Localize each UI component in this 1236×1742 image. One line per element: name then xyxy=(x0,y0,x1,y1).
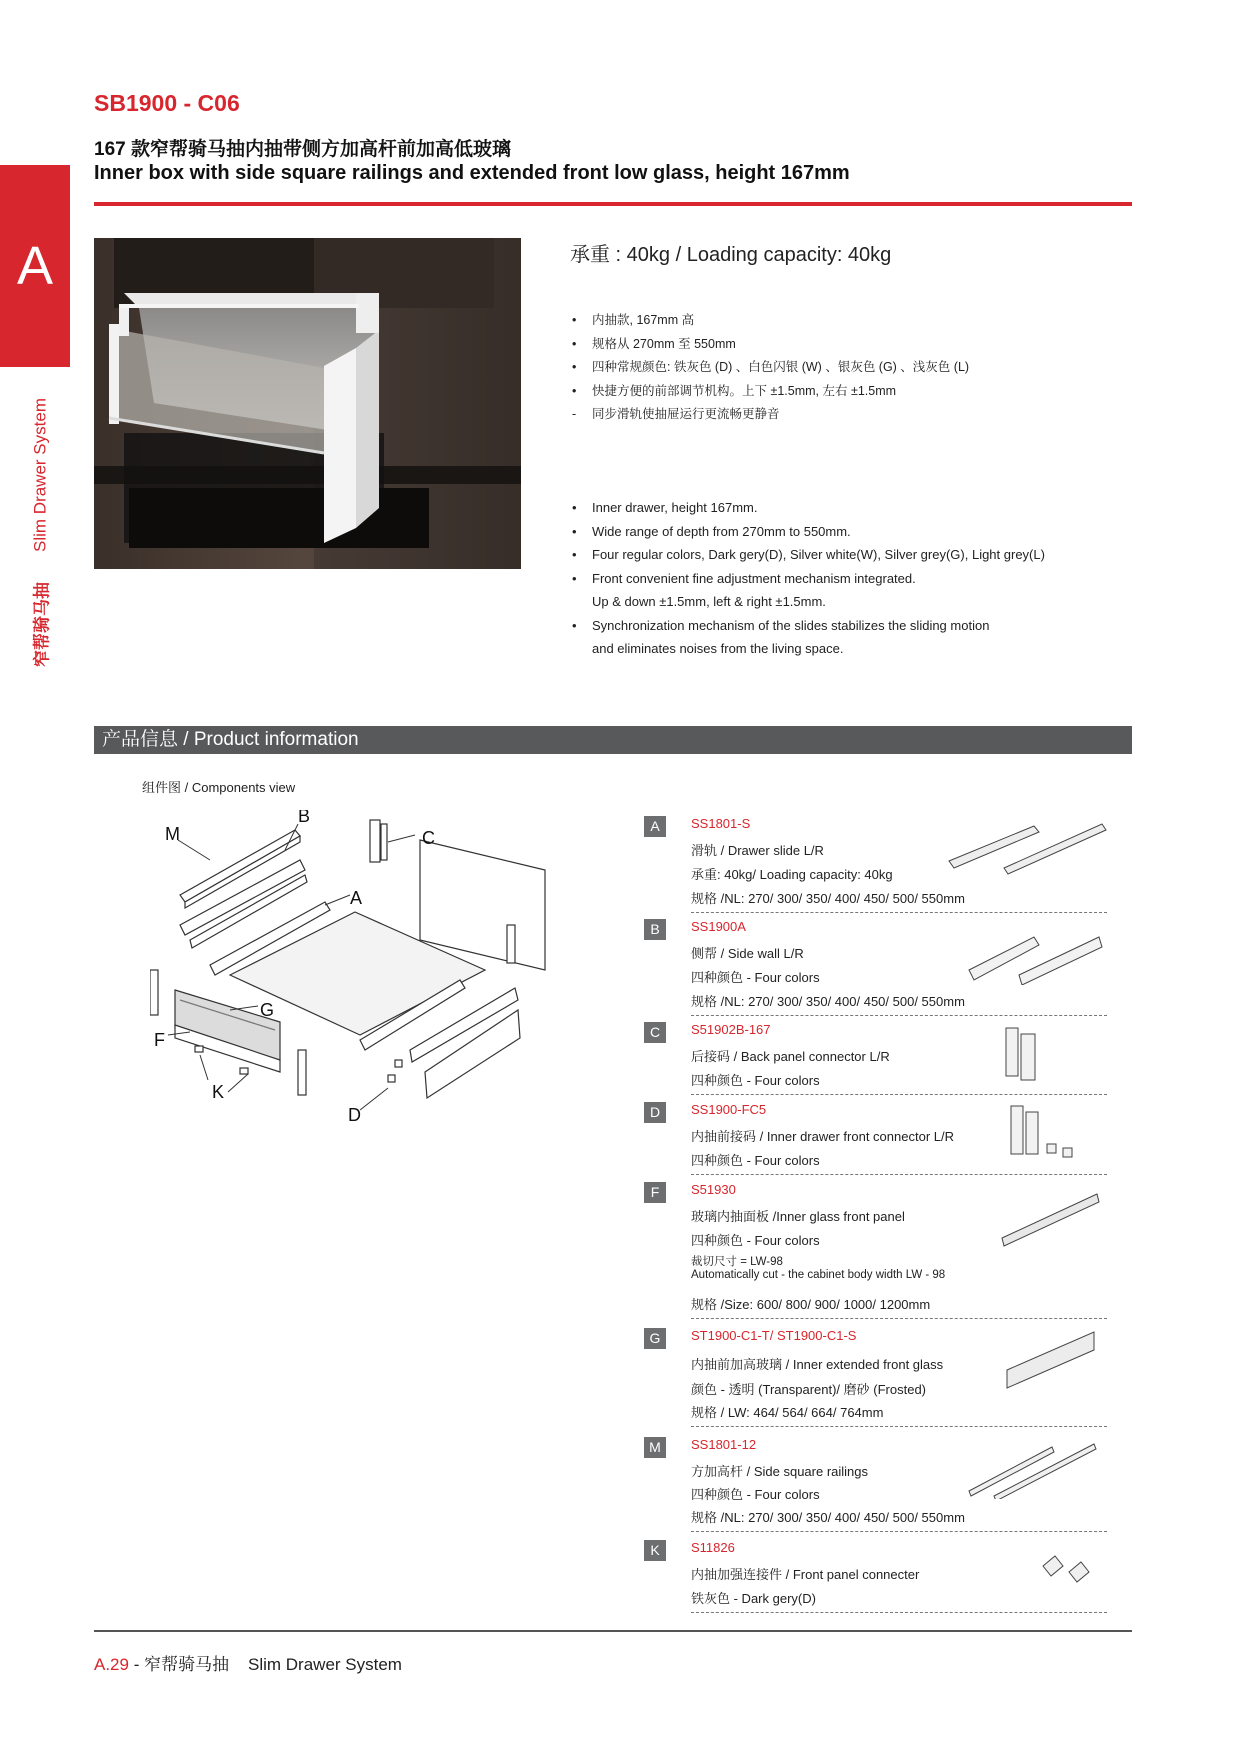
feature-zh-item: • 规格从 270mm 至 550mm xyxy=(570,333,969,357)
component-line: 侧帮 / Side wall L/R xyxy=(691,946,804,961)
component-line: 规格 /NL: 270/ 300/ 350/ 400/ 450/ 500/ 550mm xyxy=(691,891,965,906)
title-rule xyxy=(94,202,1132,206)
front-connector-illustration xyxy=(1009,1102,1094,1168)
component-line: 裁切尺寸 = LW-98 xyxy=(691,1256,783,1268)
diagram-part-k xyxy=(240,1068,248,1074)
back-connector-illustration xyxy=(1004,1026,1044,1086)
component-line: 四种颜色 - Four colors xyxy=(691,1073,820,1088)
component-separator xyxy=(691,1531,1107,1532)
title-zh: 167 款窄帮骑马抽内抽带侧方加高杆前加高低玻璃 xyxy=(94,139,511,160)
feature-zh-item: - 同步滑轨使抽屉运行更流畅更静音 xyxy=(570,403,969,427)
drawer-slide-illustration xyxy=(944,816,1109,876)
footer-zh: 窄帮骑马抽 xyxy=(144,1655,230,1674)
component-code: ST1900-C1-T/ ST1900-C1-S xyxy=(691,1328,857,1343)
component-line: 四种颜色 - Four colors xyxy=(691,1233,820,1248)
footer-en: Slim Drawer System xyxy=(248,1655,402,1674)
product-photo xyxy=(94,238,521,569)
feature-zh-item: • 内抽款, 167mm 高 xyxy=(570,309,969,333)
product-info-bar: 产品信息 / Product information xyxy=(94,726,1132,754)
component-letter-badge: A xyxy=(644,816,666,837)
front-panel-connecter-illustration xyxy=(1039,1552,1099,1588)
footer: A.29 - 窄帮骑马抽 Slim Drawer System xyxy=(94,1655,402,1674)
component-line: 内抽前加高玻璃 / Inner extended front glass xyxy=(691,1357,944,1372)
component-line: 规格 /NL: 270/ 300/ 350/ 400/ 450/ 500/ 550mm xyxy=(691,994,965,1009)
diagram-part-k xyxy=(195,1046,203,1052)
side-wall-illustration xyxy=(964,925,1104,985)
feature-en-item: • Inner drawer, height 167mm. xyxy=(570,496,1045,520)
component-letter-badge: G xyxy=(644,1328,666,1349)
diagram-label: G xyxy=(260,1000,275,1020)
diagram-label: F xyxy=(154,1030,165,1050)
component-line: Automatically cut - the cabinet body width LW - 98 xyxy=(691,1269,946,1281)
component-line: 颜色 - 透明 (Transparent)/ 磨砂 (Frosted) xyxy=(691,1382,926,1397)
component-letter-badge: C xyxy=(644,1022,666,1043)
component-separator xyxy=(691,912,1107,913)
diagram-leader-a xyxy=(325,895,350,905)
component-line: 玻璃内抽面板 /Inner glass front panel xyxy=(691,1209,905,1224)
feature-en-item: Up & down ±1.5mm, left & right ±1.5mm. xyxy=(592,594,826,609)
diagram-part-d-left xyxy=(298,1050,306,1095)
title-en: Inner box with side square railings and extended front low glass, height 167mm xyxy=(94,162,850,184)
diagram-leader-c xyxy=(388,835,415,842)
components-view-label: 组件图 / Components view xyxy=(142,780,296,795)
component-separator xyxy=(691,1612,1107,1613)
component-separator xyxy=(691,1426,1107,1427)
component-line: 四种颜色 - Four colors xyxy=(691,1153,820,1168)
diagram-label: K xyxy=(212,1082,225,1102)
component-code: SS1900A xyxy=(691,919,746,934)
component-line: 方加高杆 / Side square railings xyxy=(691,1464,869,1479)
feature-zh-item: • 四种常规颜色: 铁灰色 (D) 、白色闪银 (W) 、银灰色 (G) 、浅灰色 (L) xyxy=(570,356,969,380)
feature-en-item: • Front convenient fine adjustment mechanism integrated. xyxy=(570,567,1045,591)
feature-zh-item: • 快捷方便的前部调节机构。上下 ±1.5mm, 左右 ±1.5mm xyxy=(570,380,969,404)
feature-en-item: and eliminates noises from the living space. xyxy=(592,641,844,656)
diagram-part-d-right xyxy=(507,925,515,963)
component-line: 后接码 / Back panel connector L/R xyxy=(691,1049,890,1064)
diagram-leader-m xyxy=(178,840,210,860)
components-diagram xyxy=(150,810,660,1130)
component-line: 规格 / LW: 464/ 564/ 664/ 764mm xyxy=(691,1405,884,1420)
diagram-part-d-left xyxy=(150,970,158,1015)
component-line: 铁灰色 - Dark gery(D) xyxy=(691,1591,816,1606)
component-line: 四种颜色 - Four colors xyxy=(691,970,820,985)
component-code: SS1801-12 xyxy=(691,1437,757,1452)
diagram-label: M xyxy=(165,824,180,844)
side-label-en: Slim Drawer System xyxy=(30,398,50,552)
component-code: S51930 xyxy=(691,1182,736,1197)
component-letter-badge: K xyxy=(644,1540,666,1561)
diagram-leader-d xyxy=(360,1088,388,1110)
diagram-label: A xyxy=(350,888,363,908)
component-letter-badge: D xyxy=(644,1102,666,1123)
component-line: 四种颜色 - Four colors xyxy=(691,1487,820,1502)
footer-rule xyxy=(94,1630,1132,1632)
diagram-part-c xyxy=(381,824,387,860)
component-letter-badge: M xyxy=(644,1437,666,1458)
feature-en-item: • Four regular colors, Dark gery(D), Silver white(W), Silver grey(G), Light grey(L) xyxy=(570,543,1045,567)
component-separator xyxy=(691,1015,1107,1016)
features-en-list xyxy=(570,496,1045,661)
component-separator xyxy=(691,1318,1107,1319)
diagram-leader-k xyxy=(200,1055,208,1080)
glass-front-panel-illustration xyxy=(999,1190,1104,1250)
component-letter-badge: B xyxy=(644,919,666,940)
section-tab-a[interactable] xyxy=(0,165,70,367)
side-label-zh: 窄帮骑马抽 xyxy=(32,582,52,667)
side-railing-illustration xyxy=(964,1439,1104,1499)
component-line: 内抽前接码 / Inner drawer front connector L/R xyxy=(691,1129,954,1144)
diagram-part-k xyxy=(388,1075,395,1082)
component-separator xyxy=(691,1094,1107,1095)
features-zh-list xyxy=(570,309,969,427)
component-line: 规格 /Size: 600/ 800/ 900/ 1000/ 1200mm xyxy=(691,1297,931,1312)
feature-en-item: • Synchronization mechanism of the slides stabilizes the sliding motion xyxy=(570,614,1045,638)
component-line: 承重: 40kg/ Loading capacity: 40kg xyxy=(691,867,893,882)
diagram-part-c xyxy=(370,820,380,862)
component-letter-badge: F xyxy=(644,1182,666,1203)
diagram-label: C xyxy=(422,828,435,848)
diagram-label: B xyxy=(298,810,311,826)
extended-glass-illustration xyxy=(1004,1328,1100,1394)
component-code: SS1900-FC5 xyxy=(691,1102,767,1117)
component-code: S11826 xyxy=(691,1540,735,1555)
component-line: 滑轨 / Drawer slide L/R xyxy=(691,843,824,858)
component-separator xyxy=(691,1174,1107,1175)
component-code: SS1801-S xyxy=(691,816,751,831)
diagram-leader-k xyxy=(228,1074,248,1092)
component-code: S51902B-167 xyxy=(691,1022,771,1037)
component-line: 内抽加强连接件 / Front panel connecter xyxy=(691,1567,920,1582)
model-code: SB1900 - C06 xyxy=(94,90,240,116)
diagram-part-k xyxy=(395,1060,402,1067)
feature-en-item: • Wide range of depth from 270mm to 550mm. xyxy=(570,520,1045,544)
diagram-label: D xyxy=(348,1105,361,1125)
page-number: A.29 xyxy=(94,1655,129,1674)
section-letter: A xyxy=(16,236,54,296)
loading-capacity: 承重 : 40kg / Loading capacity: 40kg xyxy=(570,244,892,266)
component-line: 规格 /NL: 270/ 300/ 350/ 400/ 450/ 500/ 550mm xyxy=(691,1510,965,1525)
